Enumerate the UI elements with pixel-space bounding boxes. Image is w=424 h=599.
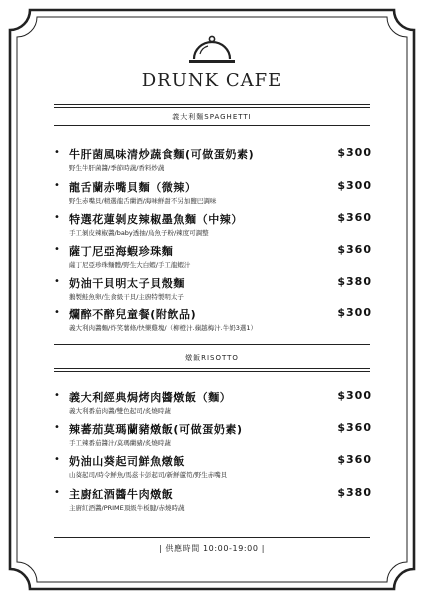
service-hours: | 供應時間 10:00-19:00 |: [158, 544, 265, 553]
dish-description: 主廚紅酒醬/PRIME頂級牛板腱/赤燒時蔬: [69, 504, 185, 512]
dish-description: 義大利肉醬麵/炸笑薯條/快樂雞塊/（柳橙汁.蘋越梅汁.牛奶3選1）: [69, 324, 257, 332]
section-header-spaghetti: [54, 104, 370, 128]
dish-description: 鵝製鮭魚卵/生食級干貝/主廚特製明太子: [69, 293, 184, 301]
dish-description: 薩丁尼亞珍珠麵體/野生大白蝦/手工龍蝦汁: [69, 261, 191, 269]
section-label: 燉飯RISOTTO: [185, 354, 239, 362]
dish-price: $300: [337, 146, 372, 159]
dish-price: $380: [337, 486, 372, 499]
section-label: 義大利麵SPAGHETTI: [172, 113, 252, 121]
dish-name: 特選花蓮剝皮辣椒墨魚麵（中辣）: [69, 213, 243, 226]
dish-name: 龍舌蘭赤嘴貝麵（微辣）: [69, 181, 197, 194]
bullet-icon: •: [54, 180, 60, 191]
bullet-icon: •: [54, 212, 60, 223]
dish-price: $300: [337, 179, 372, 192]
dish-description: 山葵起司/時令鮮魚/馬茲卡彭起司/新鮮蘆筍/野生赤嘴貝: [69, 471, 228, 479]
bullet-icon: •: [54, 454, 60, 465]
bullet-icon: •: [54, 390, 60, 401]
bullet-icon: •: [54, 276, 60, 287]
bullet-icon: •: [54, 307, 60, 318]
dish-name: 爛醉不醉兒童餐(附飲品): [69, 308, 197, 321]
bullet-icon: •: [54, 147, 60, 158]
dish-name: 主廚紅酒醬牛肉燉飯: [69, 488, 174, 501]
dish-price: $360: [337, 211, 372, 224]
section-header-risotto: [54, 344, 370, 372]
dish-price: $380: [337, 275, 372, 288]
cafe-title: DRUNK CAFE: [141, 70, 283, 91]
bullet-icon: •: [54, 487, 60, 498]
footer-divider: [54, 537, 370, 538]
dish-name: 薩丁尼亞海蝦珍珠麵: [69, 245, 174, 258]
dish-description: 義大利番茄肉醬/雙色起司/炙燒時蔬: [69, 407, 171, 415]
dish-name: 辣蕃茄莫瑪蘭豬燉飯(可做蛋奶素): [69, 423, 243, 436]
dish-price: $360: [337, 421, 372, 434]
dish-name: 牛肝菌風味清炒蔬食麵(可做蛋奶素): [69, 148, 255, 161]
dish-price: $300: [337, 306, 372, 319]
dish-name: 奶油山葵起司鮮魚燉飯: [69, 455, 185, 468]
bullet-icon: •: [54, 244, 60, 255]
dish-description: 野生赤嘴貝/精選龍舌蘭酒/海味鮮甜不另加鹽巴調味: [69, 197, 217, 205]
dish-price: $360: [337, 453, 372, 466]
dish-description: 野生牛肝菌醬/季節時蔬/香料炒蔬: [69, 164, 165, 172]
dish-price: $300: [337, 389, 372, 402]
dish-name: 義大利經典焗烤肉醬燉飯（麵）: [69, 391, 232, 404]
dish-description: 手工辣番茄醬汁/莫瑪蘭豬/炙燒時蔬: [69, 439, 171, 447]
bullet-icon: •: [54, 422, 60, 433]
dish-description: 手工剝皮辣椒醬/baby透抽/烏魚子粉/辣度可調整: [69, 229, 209, 237]
dish-name: 奶油干貝明太子貝殼麵: [69, 277, 185, 290]
dish-price: $360: [337, 243, 372, 256]
cloche-icon: [186, 34, 238, 68]
